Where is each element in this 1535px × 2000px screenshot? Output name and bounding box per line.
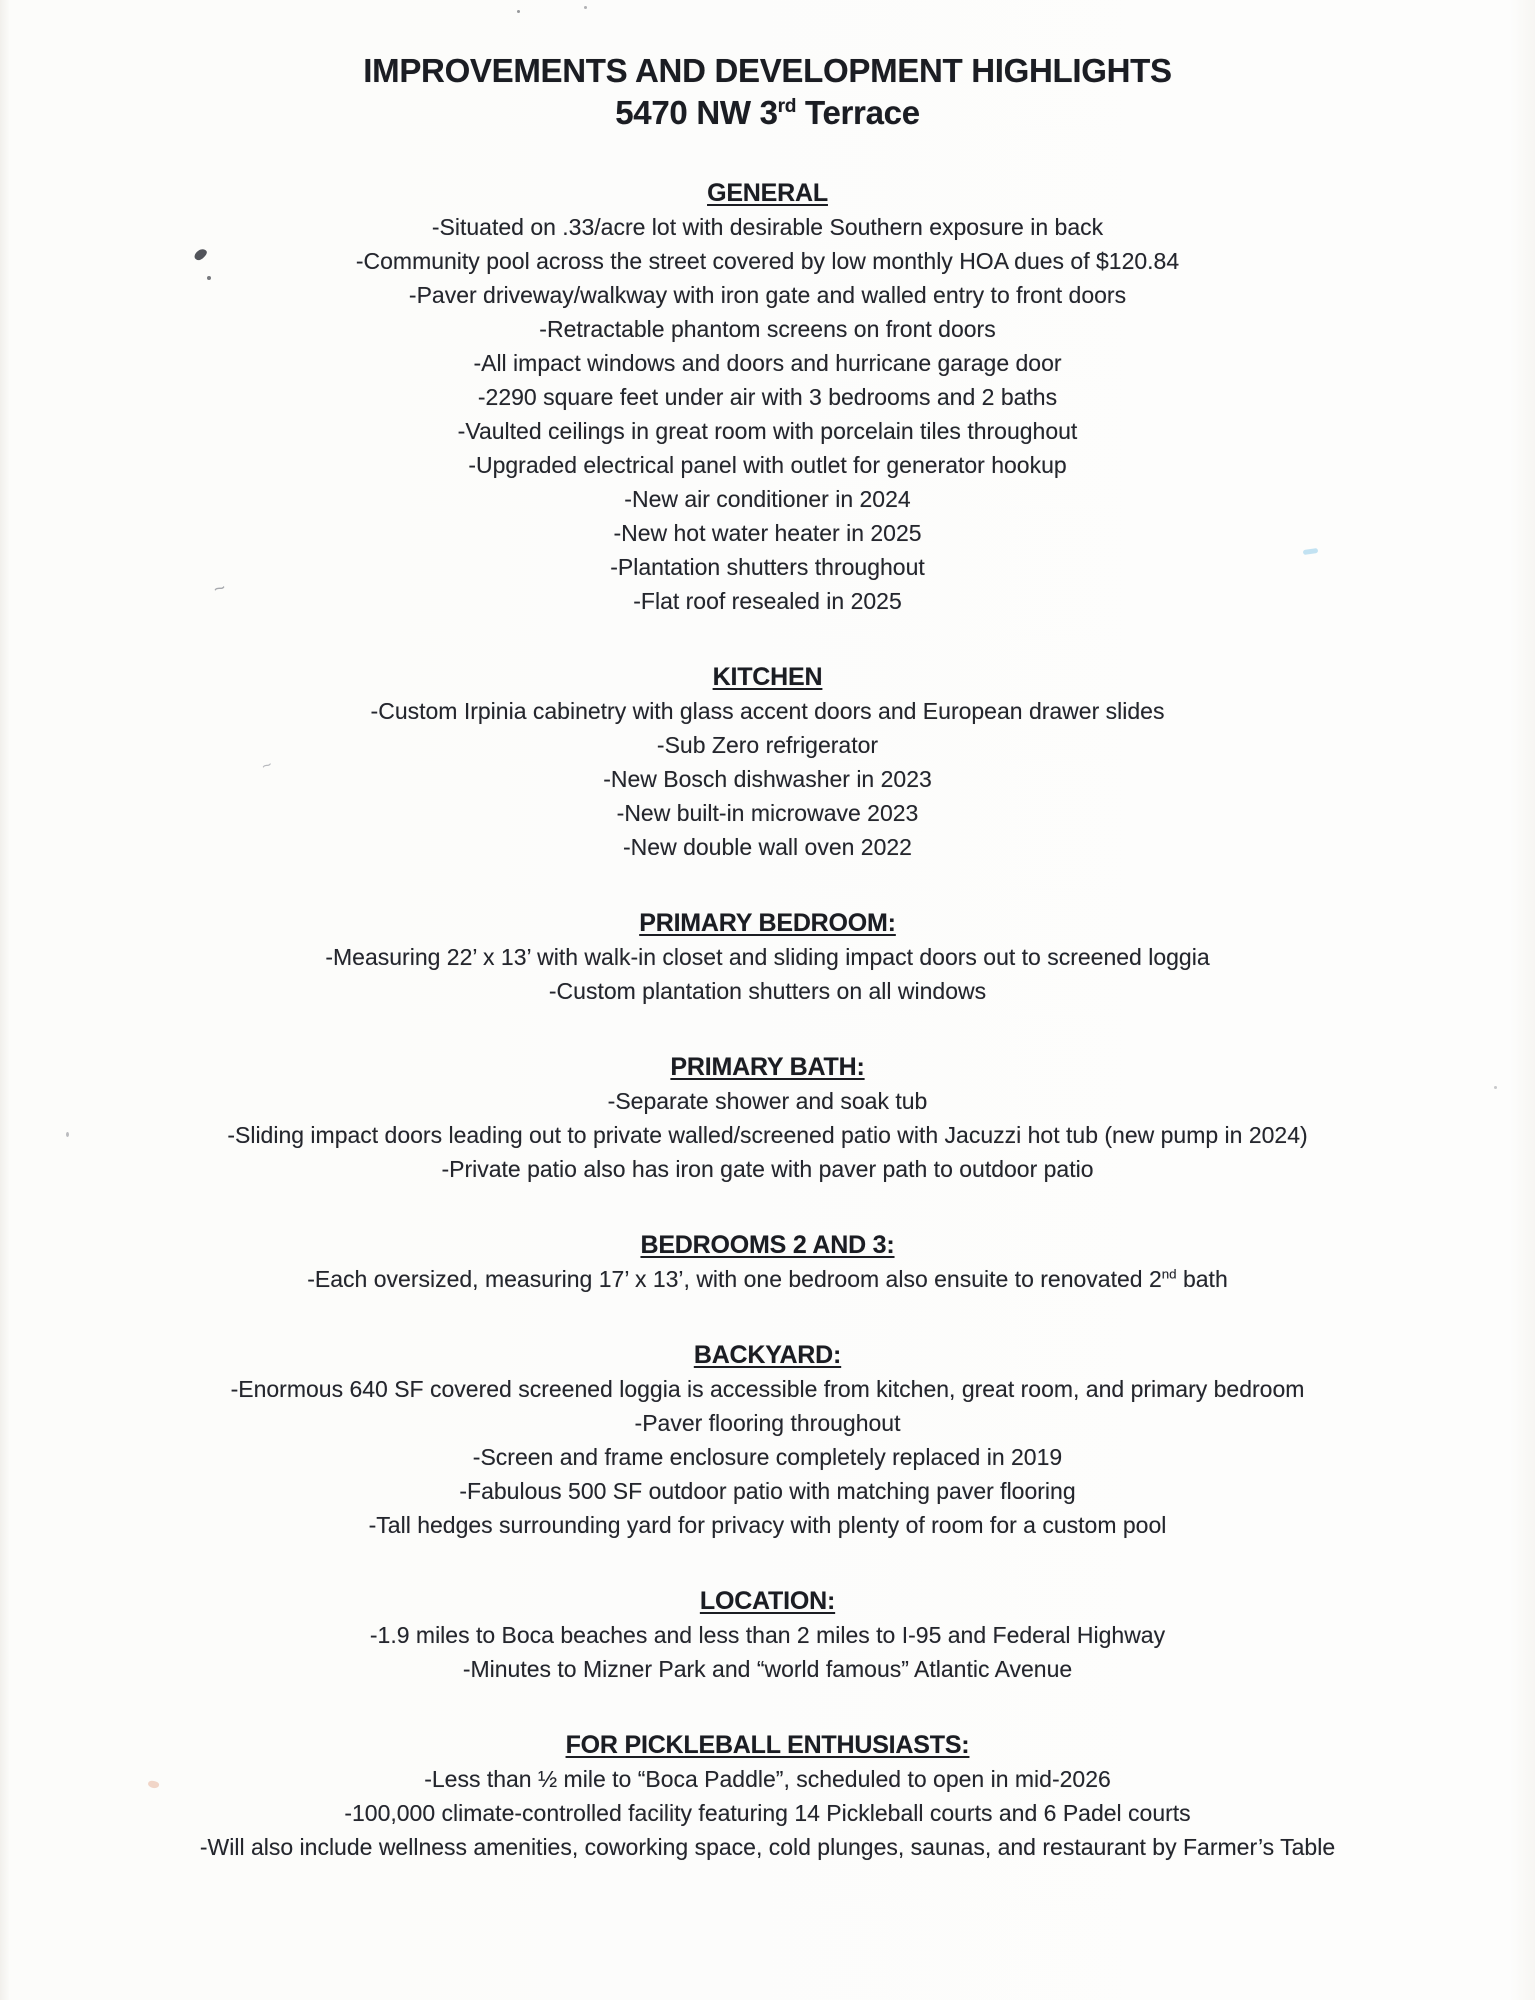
bullet-line: -Less than ½ mile to “Boca Paddle”, scheduled to open in mid-2026 — [424, 1766, 1111, 1792]
section-heading-location: LOCATION: — [699, 1587, 836, 1615]
bullet-line: -Tall hedges surrounding yard for privacy with plenty of room for a custom pool — [368, 1512, 1167, 1538]
bullet-line: -Plantation shutters throughout — [610, 554, 925, 580]
section-heading-primary-bedroom: PRIMARY BEDROOM: — [639, 909, 896, 937]
bullet-line — [58, 1262, 1478, 1296]
bullet-line: -Custom plantation shutters on all windows — [548, 978, 987, 1004]
section-backyard — [58, 1338, 1478, 1542]
bullet-line: -New air conditioner in 2024 — [624, 486, 911, 512]
bullet-line-text: -Each oversized, measuring 17’ x 13’, with one bedroom also ensuite to renovated 2 — [307, 1266, 1162, 1292]
section-bedrooms-2-and-3 — [58, 1228, 1478, 1296]
bullet-line: -Separate shower and soak tub — [607, 1088, 928, 1114]
bullet-line: -Paver flooring throughout — [634, 1410, 901, 1436]
bullet-line: -New hot water heater in 2025 — [613, 520, 922, 546]
document-subtitle — [58, 92, 1478, 134]
section-primary-bedroom — [58, 906, 1478, 1008]
bullet-line: -1.9 miles to Boca beaches and less than 2 miles to I-95 and Federal Highway — [369, 1622, 1166, 1648]
bullet-line: -Custom Irpinia cabinetry with glass accent doors and European drawer slides — [370, 698, 1165, 724]
bullet-line: -Flat roof resealed in 2025 — [633, 588, 902, 614]
section-heading-primary-bath: PRIMARY BATH: — [670, 1053, 865, 1081]
section-location — [58, 1584, 1478, 1686]
ordinal-superscript: rd — [777, 96, 797, 117]
section-pickleball — [58, 1728, 1478, 1864]
bullet-line: -Sliding impact doors leading out to private walled/screened patio with Jacuzzi hot tub (new pump in 2024) — [227, 1122, 1308, 1148]
bullet-line: -Fabulous 500 SF outdoor patio with matching paver flooring — [459, 1478, 1076, 1504]
section-kitchen — [58, 660, 1478, 864]
bullet-line: -New Bosch dishwasher in 2023 — [603, 766, 932, 792]
bullet-line: -2290 square feet under air with 3 bedrooms and 2 baths — [477, 384, 1058, 410]
section-general — [58, 176, 1478, 618]
bullet-line: -Situated on .33/acre lot with desirable Southern exposure in back — [431, 214, 1104, 240]
section-primary-bath — [58, 1050, 1478, 1186]
ordinal-superscript: nd — [1161, 1266, 1177, 1282]
bullet-line-text: bath — [1176, 1266, 1228, 1292]
bullet-line: -Vaulted ceilings in great room with porcelain tiles throughout — [457, 418, 1078, 444]
bullet-line: -100,000 climate-controlled facility featuring 14 Pickleball courts and 6 Padel courts — [344, 1800, 1191, 1826]
bullet-line: -All impact windows and doors and hurricane garage door — [473, 350, 1062, 376]
subtitle-street-number: 5470 NW 3 — [615, 94, 778, 131]
section-heading-kitchen: KITCHEN — [712, 663, 823, 691]
scan-speck: ~ — [210, 576, 229, 602]
section-heading-pickleball: FOR PICKLEBALL ENTHUSIASTS: — [565, 1731, 970, 1759]
bullet-line: -New double wall oven 2022 — [623, 834, 912, 860]
bullet-line: -Measuring 22’ x 13’ with walk-in closet and sliding impact doors out to screened loggia — [325, 944, 1210, 970]
section-heading-bedrooms-2-and-3: BEDROOMS 2 AND 3: — [640, 1231, 895, 1259]
scan-speck: ~ — [258, 754, 276, 777]
bullet-line: -Minutes to Mizner Park and “world famous” Atlantic Avenue — [462, 1656, 1073, 1682]
bullet-line: -Paver driveway/walkway with iron gate and walled entry to front doors — [408, 282, 1127, 308]
bullet-line: -Private patio also has iron gate with paver path to outdoor patio — [441, 1156, 1094, 1182]
bullet-line: -Retractable phantom screens on front doors — [539, 316, 996, 342]
subtitle-street-name: Terrace — [796, 94, 920, 131]
bullet-line: -Screen and frame enclosure completely replaced in 2019 — [472, 1444, 1063, 1470]
bullet-line: -Sub Zero refrigerator — [656, 732, 879, 758]
document-title: IMPROVEMENTS AND DEVELOPMENT HIGHLIGHTS — [363, 52, 1172, 89]
bullet-line: -Will also include wellness amenities, coworking space, cold plunges, saunas, and restaurant by Farmer’s Table — [199, 1834, 1336, 1860]
document-content — [58, 0, 1478, 1864]
section-heading-backyard: BACKYARD: — [693, 1341, 842, 1369]
bullet-line: -Enormous 640 SF covered screened loggia is accessible from kitchen, great room, and primary bedroom — [230, 1376, 1305, 1402]
scan-speck — [1494, 1086, 1497, 1089]
section-heading-general: GENERAL — [707, 179, 828, 207]
bullet-line: -New built-in microwave 2023 — [616, 800, 919, 826]
bullet-line: -Community pool across the street covered by low monthly HOA dues of $120.84 — [355, 248, 1180, 274]
bullet-line: -Upgraded electrical panel with outlet for generator hookup — [468, 452, 1067, 478]
